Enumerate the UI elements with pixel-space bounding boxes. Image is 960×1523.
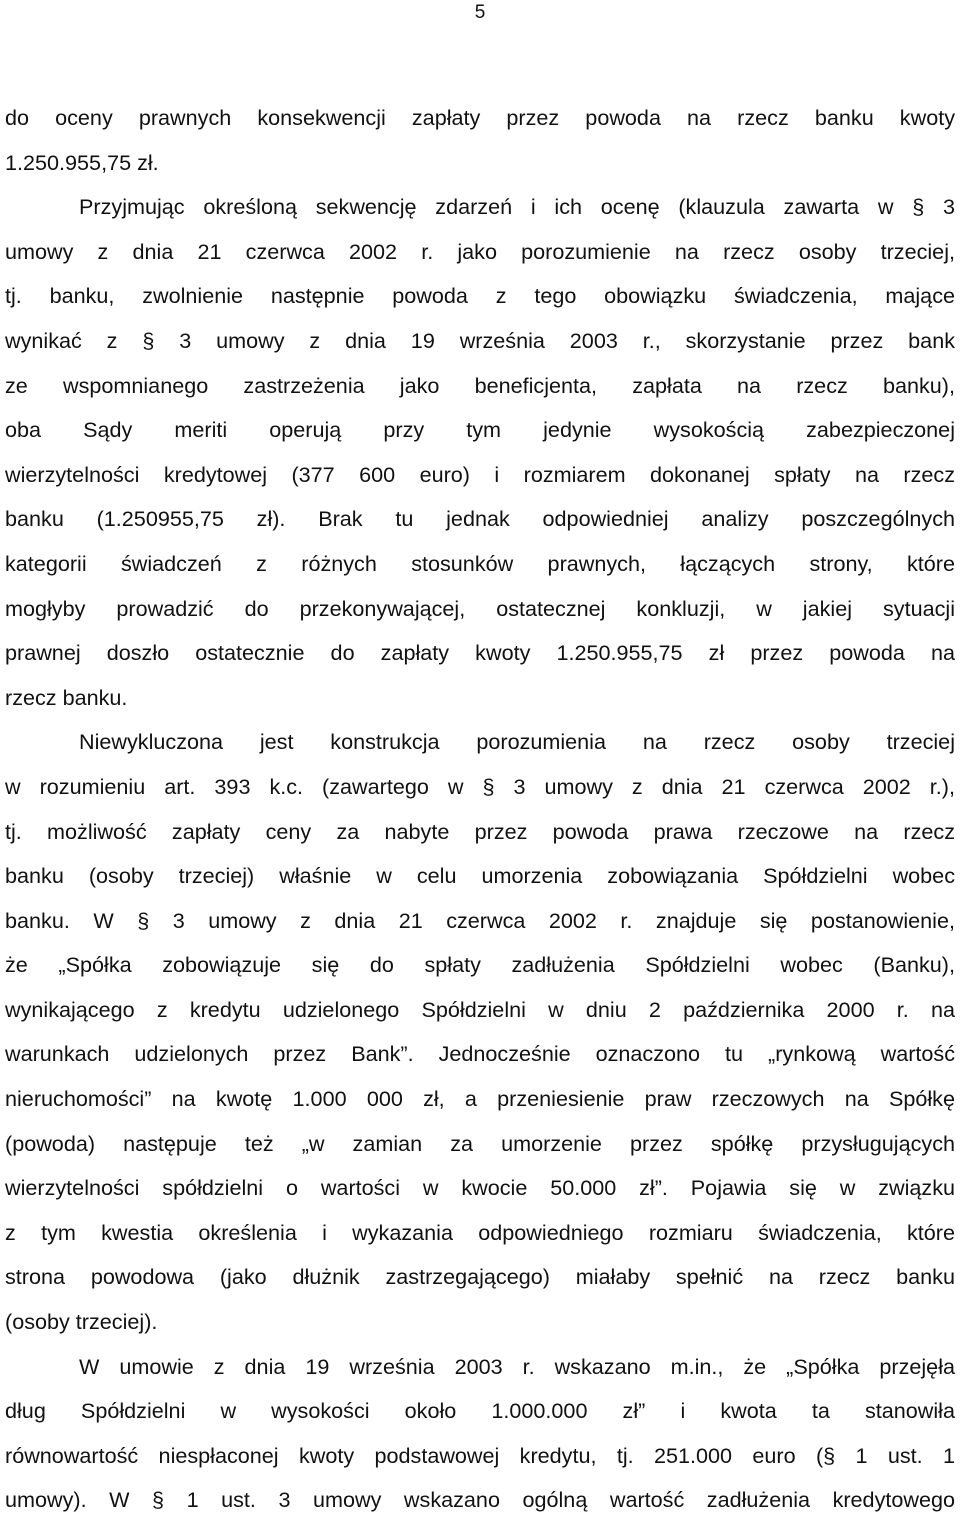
text-line: Niewykluczona jest konstrukcja porozumienia na rzecz osoby trzeciej [79,729,955,755]
text-line: banku. W § 3 umowy z dnia 21 czerwca 2002 r. znajduje się postanowienie, [5,907,955,933]
text-line: oba Sądy meriti operują przy tym jedynie wysokością zabezpieczonej [5,417,955,443]
text-line: nieruchomości” na kwotę 1.000 000 zł, a przeniesienie praw rzeczowych na Spółkę [5,1086,955,1112]
text-line: rzecz banku. [5,684,128,710]
text-line: ze wspomnianego zastrzeżenia jako beneficjenta, zapłata na rzecz banku), [5,372,955,398]
text-line: w rozumieniu art. 393 k.c. (zawartego w § 3 umowy z dnia 21 czerwca 2002 r.), [5,773,955,799]
text-line: banku (1.250955,75 zł). Brak tu jednak odpowiedniej analizy poszczególnych [5,506,955,532]
text-line: wynikającego z kredytu udzielonego Spółdzielni w dniu 2 października 2000 r. na [5,996,955,1022]
text-line: 1.250.955,75 zł. [5,149,159,175]
text-line: wynikać z § 3 umowy z dnia 19 września 2003 r., skorzystanie przez bank [5,327,955,353]
text-line: banku (osoby trzeciej) właśnie w celu umorzenia zobowiązania Spółdzielni wobec [5,863,955,889]
text-line: umowy z dnia 21 czerwca 2002 r. jako porozumienie na rzecz osoby trzeciej, [5,238,955,264]
text-line: do oceny prawnych konsekwencji zapłaty przez powoda na rzecz banku kwoty [5,105,955,130]
body-text [5,96,955,1523]
text-line: (osoby trzeciej). [5,1309,158,1335]
page-number: 5 [474,2,486,23]
text-line: równowartość niespłaconej kwoty podstawowej kredytu, tj. 251.000 euro (§ 1 ust. 1 [5,1442,955,1468]
text-line: z tym kwestia określenia i wykazania odpowiedniego rozmiaru świadczenia, które [5,1219,955,1245]
text-line: tj. możliwość zapłaty ceny za nabyte przez powoda prawa rzeczowe na rzecz [5,818,955,844]
text-line: wierzytelności kredytowej (377 600 euro) i rozmiarem dokonanej spłaty na rzecz [5,461,955,487]
text-line: dług Spółdzielni w wysokości około 1.000.000 zł” i kwota ta stanowiła [5,1398,955,1424]
text-line: (powoda) następuje też „w zamian za umorzenie przez spółkę przysługujących [5,1130,955,1156]
text-line: prawnej doszło ostatecznie do zapłaty kwoty 1.250.955,75 zł przez powoda na [5,640,955,666]
text-line: mogłyby prowadzić do przekonywającej, ostatecznej konkluzji, w jakiej sytuacji [5,595,955,621]
text-line: W umowie z dnia 19 września 2003 r. wskazano m.in., że „Spółka przejęła [79,1353,955,1379]
text-line: strona powodowa (jako dłużnik zastrzegającego) miałaby spełnić na rzecz banku [5,1264,955,1290]
text-line: warunkach udzielonych przez Bank”. Jednocześnie oznaczono tu „rynkową wartość [5,1041,955,1067]
text-line: umowy). W § 1 ust. 3 umowy wskazano ogólną wartość zadłużenia kredytowego [5,1487,955,1513]
text-line: Przyjmując określoną sekwencję zdarzeń i ich ocenę (klauzula zawarta w § 3 [79,194,955,220]
text-line: że „Spółka zobowiązuje się do spłaty zadłużenia Spółdzielni wobec (Banku), [5,952,955,978]
text-line: tj. banku, zwolnienie następnie powoda z tego obowiązku świadczenia, mające [5,283,955,309]
text-line: kategorii świadczeń z różnych stosunków prawnych, łączących strony, które [5,550,955,576]
text-line: wierzytelności spółdzielni o wartości w kwocie 50.000 zł”. Pojawia się w związku [5,1175,955,1201]
